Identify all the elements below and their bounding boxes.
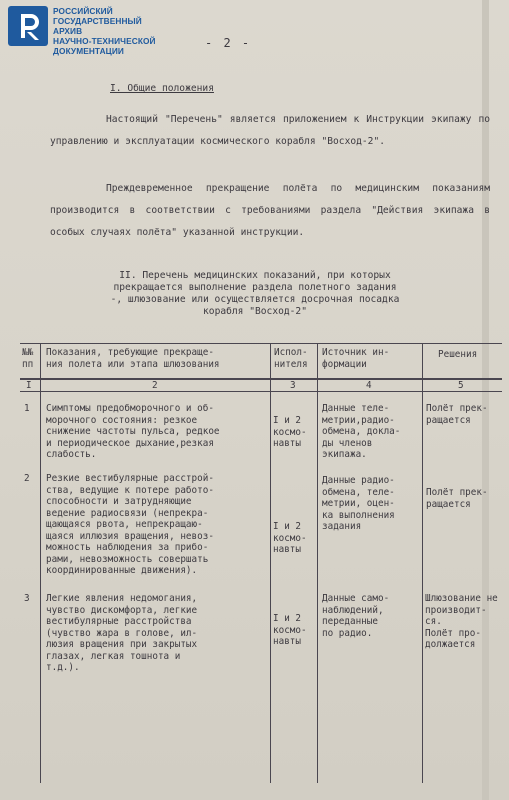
row-2-source: Данные радио- обмена, теле- метрии, оцен- ка выполнения задания bbox=[322, 475, 395, 532]
row-3-source: Данные само- наблюдений, переданные по радио. bbox=[322, 593, 390, 639]
header-num: №№ пп bbox=[22, 347, 34, 370]
col-number-5: 5 bbox=[458, 380, 464, 391]
header-source: Источник ин- формации bbox=[322, 347, 390, 370]
row-3-executor: I и 2 космо- навты bbox=[273, 613, 307, 647]
medical-indications-table bbox=[20, 343, 502, 783]
row-3-num: 3 bbox=[24, 593, 30, 604]
col-number-4: 4 bbox=[366, 380, 372, 391]
row-2-executor: I и 2 космо- навты bbox=[273, 521, 307, 555]
col-number-2: 2 bbox=[152, 380, 158, 391]
table-top-border bbox=[20, 343, 502, 344]
col-number-3: 3 bbox=[290, 380, 296, 391]
row-3-indication: Легкие явления недомогания, чувство дискомфорта, легкие вестибулярные расстройства (чувство жара в голове, ил- люзия вращения при закрытых глазах, легкая тошнота и т.д.). bbox=[46, 593, 198, 673]
header-decision: Решения bbox=[438, 349, 478, 360]
table-header-border bbox=[20, 378, 502, 380]
archive-name: РОССИЙСКИЙ ГОСУДАРСТВЕННЫЙ АРХИВ НАУЧНО-ТЕХНИЧЕСКОЙ ДОКУМЕНТАЦИИ bbox=[53, 6, 156, 56]
archive-logo-icon bbox=[8, 6, 48, 46]
section-2-title: II. Перечень медицинских показаний, при которых прекращается выполнение раздела полетного задания -, шлюзование или осуществляется досрочная посадка корабля "Восход-2" bbox=[110, 270, 400, 317]
section-1-paragraph-2: Преждевременное прекращение полёта по медицинским показаниям производится в соответствии с требованиями раздела "Действия экипажа в особых случаях полёта" указанной инструкции. bbox=[50, 183, 490, 238]
col-number-1: I bbox=[26, 380, 32, 391]
row-1-indication: Симптомы предобморочного и об- морочного состояния: резкое снижение частоты пульса, редкое и периодическое дыхание,резкая слабость. bbox=[46, 403, 220, 460]
row-3-decision: Шлюзование не производит- ся. Полёт про- должается bbox=[425, 593, 498, 650]
row-1-executor: I и 2 космо- навты bbox=[273, 415, 307, 449]
section-1-title: I. Общие положения bbox=[110, 83, 214, 94]
row-2-num: 2 bbox=[24, 473, 30, 484]
table-number-row-border bbox=[20, 391, 502, 392]
row-2-decision: Полёт прек- ращается bbox=[426, 487, 488, 510]
header-executor: Испол- нителя bbox=[274, 347, 308, 370]
page-number: - 2 - bbox=[205, 36, 252, 50]
table-col-divider bbox=[317, 343, 318, 783]
table-col-divider bbox=[40, 343, 41, 783]
table-col-divider bbox=[270, 343, 271, 783]
row-1-decision: Полёт прек- ращается bbox=[426, 403, 488, 426]
archive-logo bbox=[8, 6, 168, 56]
table-col-divider bbox=[422, 343, 423, 783]
row-1-source: Данные теле- метрии,радио- обмена, докла- ды членов экипажа. bbox=[322, 403, 401, 460]
section-1-paragraph-1: Настоящий "Перечень" является приложением к Инструкции экипажу по управлению и эксплуатации космического корабля "Восход-2". bbox=[50, 114, 490, 147]
row-1-num: 1 bbox=[24, 403, 30, 414]
row-2-indication: Резкие вестибулярные расстрой- ства, ведущие к потере работо- способности и затрудняющие ведение радиосвязи (непрекра- щающаяся рвота, непрекращаю- щаяся иллюзия вращения, невоз- можность наблюдения за прибо- рами, невозможность совершать координированные движения). bbox=[46, 473, 214, 576]
header-indication: Показания, требующие прекраще- ния полета или этапа шлюзования bbox=[46, 347, 220, 370]
